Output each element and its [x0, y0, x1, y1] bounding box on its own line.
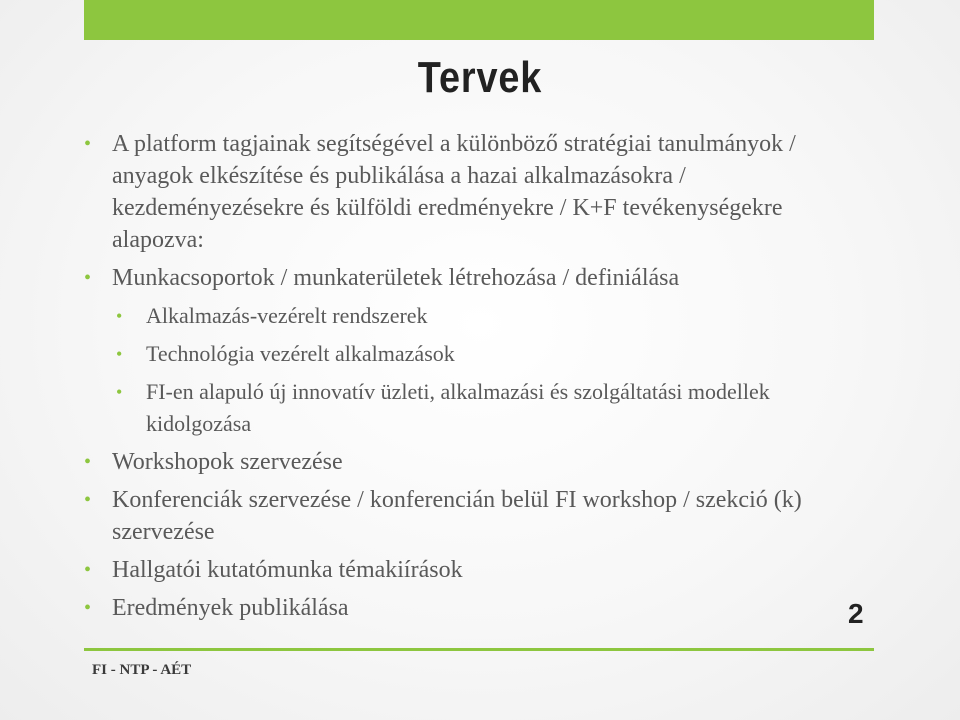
bullet-text: Alkalmazás-vezérelt rendszerek: [146, 303, 428, 328]
bullet-text: A platform tagjainak segítségével a különböző stratégiai tanulmányok / anyagok elkészítése és publikálása a hazai alkalmazásokra / kezdeményezésekre és külföldi eredményekre / K+F tevékenységekre alapozva:: [112, 131, 796, 253]
bullet-text: FI-en alapuló új innovatív üzleti, alkalmazási és szolgáltatási modellek kidolgozása: [146, 379, 770, 436]
bullet-text: Eredmények publikálása: [112, 595, 349, 621]
page-number: 2: [848, 598, 864, 629]
bullet-marker-icon: •: [116, 344, 123, 364]
bullet-item: [84, 554, 854, 586]
bullet-marker-icon: •: [84, 597, 92, 619]
bullet-text: Munkacsoportok / munkaterületek létrehozása / definiálása: [112, 265, 680, 291]
bullet-marker-icon: •: [84, 267, 92, 289]
bullet-item: [84, 592, 854, 624]
bullet-item: [84, 484, 854, 548]
bullet-marker-icon: •: [116, 306, 123, 326]
sub-bullet-item: [84, 338, 854, 370]
bullet-marker-icon: •: [84, 451, 92, 473]
bottom-accent-line: [84, 648, 874, 651]
bullet-marker-icon: •: [84, 489, 92, 511]
bullet-marker-icon: •: [84, 133, 92, 155]
bullet-marker-icon: •: [84, 559, 92, 581]
bullet-list: [84, 128, 854, 630]
bullet-text: Konferenciák szervezése / konferencián belül FI workshop / szekció (k) szervezése: [112, 487, 802, 545]
bullet-text: Hallgatói kutatómunka témakiírások: [112, 557, 463, 583]
bullet-item: [84, 128, 854, 256]
bullet-text: Workshopok szervezése: [112, 449, 343, 475]
sub-bullet-item: [84, 376, 854, 440]
footer-text: FI - NTP - AÉT: [92, 662, 192, 678]
slide-title: Tervek: [417, 53, 543, 102]
sub-bullet-item: [84, 300, 854, 332]
top-accent-bar: [84, 0, 874, 40]
bullet-marker-icon: •: [116, 382, 123, 402]
bullet-item: [84, 262, 854, 294]
bullet-text: Technológia vezérelt alkalmazások: [146, 341, 455, 366]
bullet-item: [84, 446, 854, 478]
